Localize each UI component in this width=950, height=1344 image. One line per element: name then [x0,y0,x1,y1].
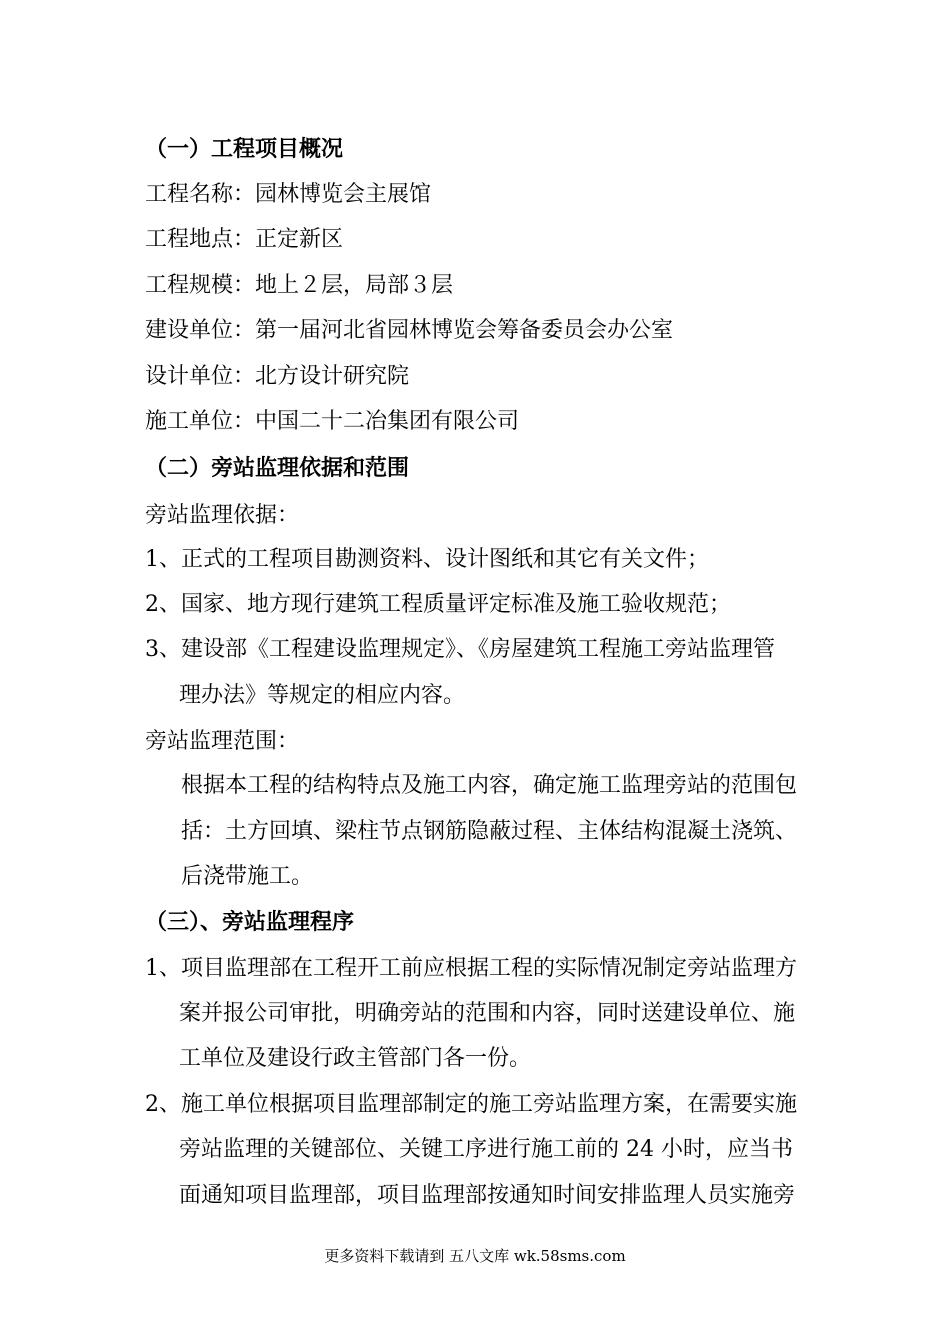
scope-line-1: 根据本工程的结构特点及施工内容，确定施工监理旁站的范围包 [181,773,798,798]
project-scale: 工程规模：地上２层，局部３层 [145,273,454,298]
procedure-line-4: 2、施工单位根据项目监理部制定的施工旁站监理方案，在需要实施 [145,1092,797,1117]
scope-label: 旁站监理范围： [145,729,300,754]
basis-item-1: 1、正式的工程项目勘测资料、设计图纸和其它有关文件； [145,547,709,572]
procedure-line-2: 案并报公司审批，明确旁站的范围和内容，同时送建设单位、施 [179,1001,796,1026]
basis-item-3-continued: 理办法》等规定的相应内容。 [179,683,466,708]
builder-unit: 施工单位：中国二十二冶集团有限公司 [145,409,520,434]
procedure-line-5: 旁站监理的关键部位、关键工序进行施工前的 24 小时，应当书 [179,1137,793,1162]
design-unit: 设计单位：北方设计研究院 [145,364,410,389]
project-name: 工程名称：园林博览会主展馆 [145,182,432,207]
procedure-line-6: 面通知项目监理部，项目监理部按通知时间安排监理人员实施旁 [179,1183,796,1208]
basis-item-3: 3、建设部《工程建设监理规定》、《房屋建筑工程施工旁站监理管 [145,637,775,662]
project-location: 工程地点：正定新区 [145,227,344,252]
basis-item-2: 2、国家、地方现行建筑工程质量评定标准及施工验收规范； [145,592,731,617]
construction-unit: 建设单位：第一届河北省园林博览会筹备委员会办公室 [145,318,674,343]
procedure-line-3: 工单位及建设行政主管部门各一份。 [179,1046,532,1071]
section-2-heading: （二）旁站监理依据和范围 [145,455,410,481]
scope-line-2: 括：土方回填、梁柱节点钢筋隐蔽过程、主体结构混凝土浇筑、 [181,819,798,844]
section-3-heading: （三）、旁站监理程序 [145,909,355,935]
page-footer: 更多资料下载请到 五八文库 wk.58sms.com [324,1247,626,1265]
section-1-heading: （一）工程项目概况 [145,136,344,162]
procedure-line-1: 1、项目监理部在工程开工前应根据工程的实际情况制定旁站监理方 [145,956,797,981]
scope-line-3: 后浇带施工。 [181,864,314,889]
basis-label: 旁站监理依据： [145,503,300,528]
